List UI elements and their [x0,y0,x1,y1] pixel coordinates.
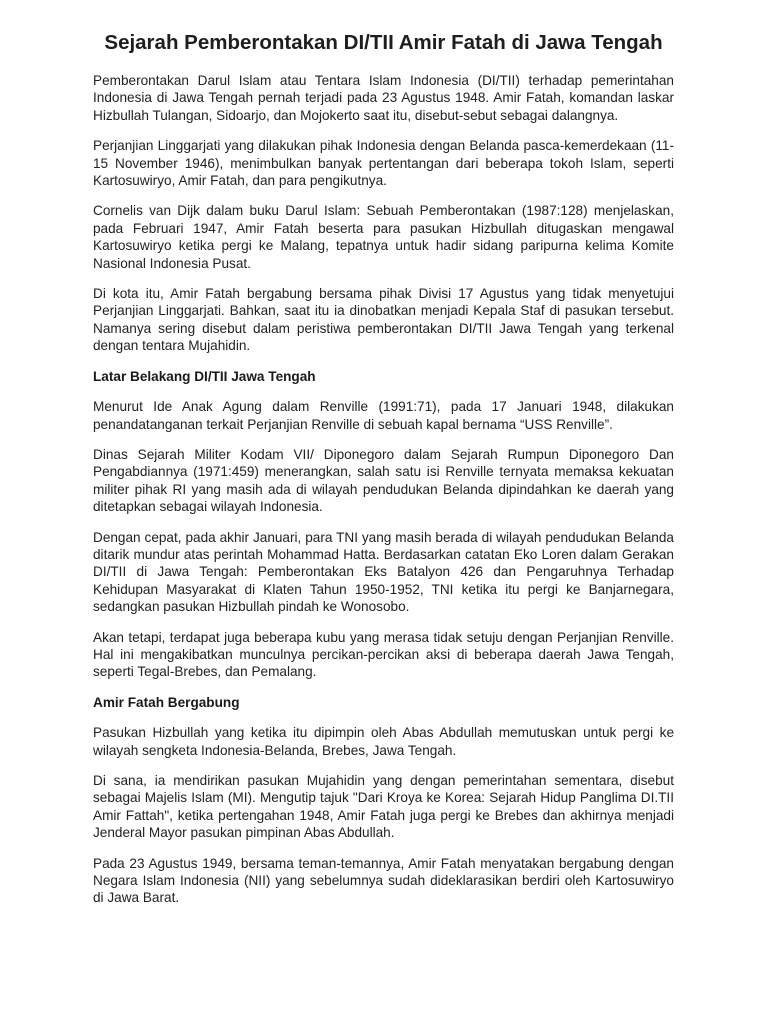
paragraph: Menurut Ide Anak Agung dalam Renville (1991:71), pada 17 Januari 1948, dilakukan penandatanganan terkait Perjanjian Renville di sebuah kapal bernama “USS Renville”. [93,399,674,432]
paragraph: Akan tetapi, terdapat juga beberapa kubu yang merasa tidak setuju dengan Perjanjian Renville. Hal ini mengakibatkan munculnya percikan-percikan aksi di beberapa daerah Jawa Tengah, seperti Tegal-Brebes, dan Pemalang. [93,629,674,680]
paragraph: Cornelis van Dijk dalam buku Darul Islam: Sebuah Pemberontakan (1987:128) menjelaskan, pada Februari 1947, Amir Fatah beserta para pasukan Hizbullah ditugaskan mengawal Kartosuwiryo ketika pergi ke Malang, tepatnya untuk hadir sidang paripurna kelima Komite Nasional Indonesia Pusat. [93,203,674,271]
paragraph: Di kota itu, Amir Fatah bergabung bersama pihak Divisi 17 Agustus yang tidak menyetujui Perjanjian Linggarjati. Bahkan, saat itu ia dinobatkan menjadi Kepala Staf di pasukan tersebut. Namanya sering disebut dalam peristiwa pemberontakan DI/TII Jawa Tengah yang terkenal dengan tentara Mujahidin. [93,286,674,354]
paragraph: Di sana, ia mendirikan pasukan Mujahidin yang dengan pemerintahan sementara, disebut sebagai Majelis Islam (MI). Mengutip tajuk "Dari Kroya ke Korea: Sejarah Hidup Panglima DI.TII Amir Fattah", ketika pertengahan 1948, Amir Fatah juga pergi ke Brebes dan akhirnya menjadi Jenderal Mayor pasukan pimpinan Abas Abdullah. [93,773,674,841]
document-title: Sejarah Pemberontakan DI/TII Amir Fatah di Jawa Tengah [104,31,663,54]
section-heading-amir-fatah-bergabung: Amir Fatah Bergabung [93,694,240,710]
paragraph: Perjanjian Linggarjati yang dilakukan pihak Indonesia dengan Belanda pasca-kemerdekaan (11-15 November 1946), menimbulkan banyak pertentangan dari beberapa tokoh Islam, seperti Kartosuwiryo, Amir Fatah, dan para pengikutnya. [93,138,674,189]
section-heading-latar-belakang: Latar Belakang DI/TII Jawa Tengah [93,368,316,384]
document-page [93,30,674,920]
paragraph: Dengan cepat, pada akhir Januari, para TNI yang masih berada di wilayah pendudukan Belanda ditarik mundur atas perintah Mohammad Hatta. Berdasarkan catatan Eko Loren dalam Gerakan DI/TII di Jawa Tengah: Pemberontakan Eks Batalyon 426 dan Pengaruhnya Terhadap Kehidupan Masyarakat di Klaten Tahun 1950-1952, TNI ketika itu pergi ke Banjarnegara, sedangkan pasukan Hizbullah pindah ke Wonosobo. [93,529,674,615]
paragraph: Pada 23 Agustus 1949, bersama teman-temannya, Amir Fatah menyatakan bergabung dengan Negara Islam Indonesia (NII) yang sebelumnya sudah dideklarasikan berdiri oleh Kartosuwiryo di Jawa Barat. [93,855,674,906]
paragraph: Pemberontakan Darul Islam atau Tentara Islam Indonesia (DI/TII) terhadap pemerintahan Indonesia di Jawa Tengah pernah terjadi pada 23 Agustus 1948. Amir Fatah, komandan laskar Hizbullah Tulangan, Sidoarjo, dan Mojokerto saat itu, disebut-sebut sebagai dalangnya. [93,73,674,123]
paragraph: Dinas Sejarah Militer Kodam VII/ Diponegoro dalam Sejarah Rumpun Diponegoro Dan Pengabdiannya (1971:459) menerangkan, salah satu isi Renville ternyata memaksa kekuatan militer pihak RI yang masih ada di wilayah pendudukan Belanda dipindahkan ke daerah yang ditetapkan sebagai wilayah Indonesia. [93,446,674,515]
paragraph: Pasukan Hizbullah yang ketika itu dipimpin oleh Abas Abdullah memutuskan untuk pergi ke wilayah sengketa Indonesia-Belanda, Brebes, Jawa Tengah. [93,725,674,758]
